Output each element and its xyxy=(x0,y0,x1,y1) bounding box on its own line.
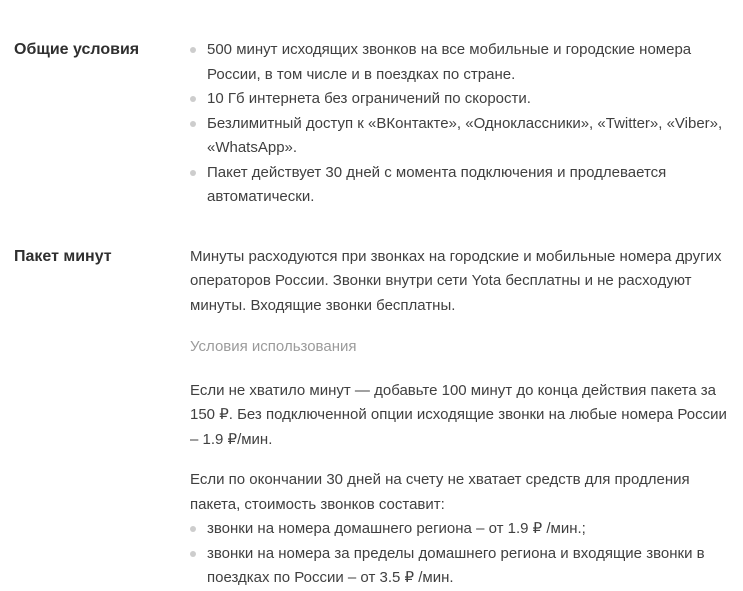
bullet-icon xyxy=(190,526,196,532)
usage-terms-subheading: Условия использования xyxy=(190,338,357,355)
list-item xyxy=(190,87,735,112)
section-minutes-package xyxy=(14,245,735,591)
list-item xyxy=(190,161,735,210)
list-item xyxy=(190,38,735,87)
list-item xyxy=(190,542,735,591)
renewal-rates-list xyxy=(190,517,735,591)
list-item xyxy=(190,517,735,542)
bullet-icon xyxy=(190,170,196,176)
list-item-text: 10 Гб интернета без ограничений по скорости. xyxy=(207,90,531,107)
list-item-text: Безлимитный доступ к «ВКонтакте», «Одноклассники», «Twitter», «Viber», «WhatsApp». xyxy=(207,114,723,156)
list-item xyxy=(190,112,735,161)
add-minutes-paragraph: Если не хватило минут — добавьте 100 минут до конца действия пакета за 150 ₽. Без подключенной опции исходящие звонки на любые номера России – 1.9 ₽/мин. xyxy=(190,381,727,448)
bullet-icon xyxy=(190,96,196,102)
list-item-text: 500 минут исходящих звонков на все мобильные и городские номера России, в том числе и в поездках по стране. xyxy=(207,41,692,83)
bullet-icon xyxy=(190,121,196,127)
section-title-general-conditions: Общие условия xyxy=(14,41,140,58)
general-conditions-list xyxy=(190,38,735,210)
list-item-text: звонки на номера домашнего региона – от 1.9 ₽ /мин.; xyxy=(207,520,586,537)
renewal-conditions-paragraph: Если по окончании 30 дней на счету не хватает средств для продления пакета, стоимость звонков составит: xyxy=(190,471,690,513)
list-item-text: Пакет действует 30 дней с момента подключения и продлевается автоматически. xyxy=(207,163,667,205)
minutes-intro-paragraph: Минуты расходуются при звонках на городские и мобильные номера других операторов России. Звонки внутри сети Yota бесплатны и не расходуют минуты. Входящие звонки бесплатны. xyxy=(190,247,722,314)
section-general-conditions xyxy=(14,38,735,210)
bullet-icon xyxy=(190,47,196,53)
bullet-icon xyxy=(190,551,196,557)
list-item-text: звонки на номера за пределы домашнего региона и входящие звонки в поездках по России – от 3.5 ₽ /мин. xyxy=(207,544,705,586)
section-title-minutes-package: Пакет минут xyxy=(14,247,112,265)
minutes-package-content xyxy=(190,245,735,591)
general-conditions-content xyxy=(190,38,735,210)
